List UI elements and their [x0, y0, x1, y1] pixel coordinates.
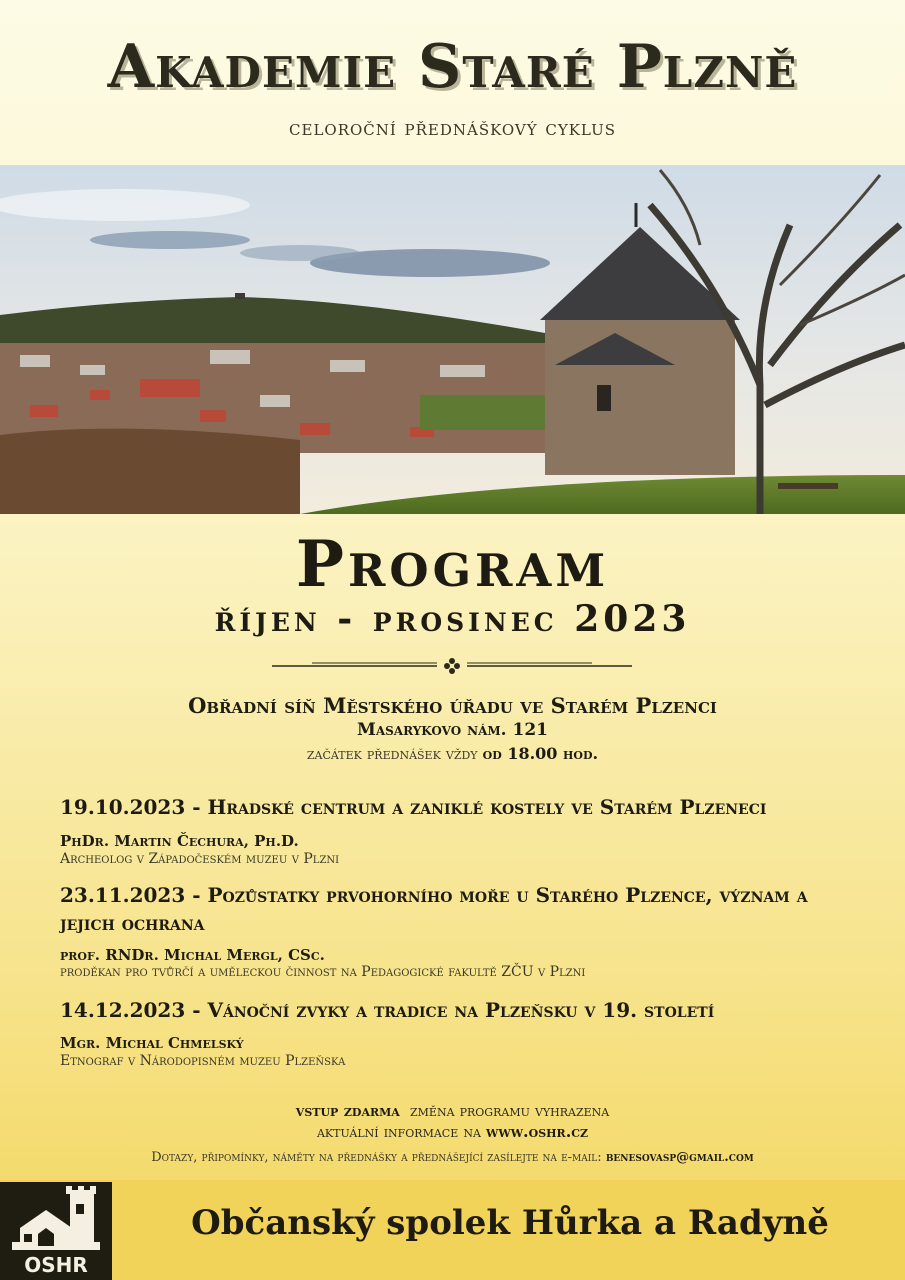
- landscape-photo: [0, 165, 905, 514]
- lecture-2-title: 23.11.2023 - Pozůstatky prvohorního moře u Starého Plzence, význam a jejich ochrana: [60, 883, 808, 935]
- lecture-2-role: proděkan pro tvůrčí a uměleckou činnost na Pedagogické fakultě ZČU v Plzni: [60, 964, 586, 980]
- lecture-3-title: 14.12.2023 - Vánoční zvyky a tradice na Plzeňsku v 19. století: [60, 998, 715, 1022]
- lecture-3-speaker: Mgr. Michal Chmelský: [60, 1034, 244, 1052]
- venue-name: Obřadní síň Městského úřadu ve Starém Plzenci: [188, 693, 717, 718]
- organization-name: Občanský spolek Hůrka a Radyně: [191, 1203, 829, 1243]
- lecture-1-role: Archeolog v Západočeském muzeu v Plzni: [60, 851, 340, 867]
- contact-note: [0, 1150, 905, 1165]
- program-change: změna programu vyhrazena: [410, 1101, 610, 1120]
- logo-text: OSHR: [24, 1253, 88, 1277]
- free-entry: vstup zdarma: [295, 1101, 400, 1120]
- info-note: [0, 1122, 905, 1141]
- lecture-1-title: 19.10.2023 - Hradské centrum a zaniklé kostely ve Starém Plzeneci: [60, 795, 767, 819]
- contact-prefix: Dotazy, připomínky, náměty na přednášky a přednášející zasílejte na e-mail:: [151, 1150, 602, 1165]
- ornament-divider: [272, 656, 632, 676]
- start-prefix: začátek přednášek vždy: [306, 744, 478, 763]
- entry-note: [0, 1101, 905, 1120]
- lecture-1-speaker: PhDr. Martin Čechura, Ph.D.: [60, 832, 299, 850]
- website-link[interactable]: www.oshr.cz: [486, 1122, 589, 1141]
- lecture-2-speaker: prof. RNDr. Michal Mergl, CSc.: [60, 946, 325, 964]
- program-heading: Program: [295, 527, 610, 602]
- venue-address: Masarykovo nám. 121: [357, 720, 548, 740]
- start-time-note: [0, 744, 905, 763]
- email-link[interactable]: benesovasp@gmail.com: [605, 1150, 754, 1165]
- oshr-logo: [0, 1182, 112, 1280]
- lecture-3-role: Etnograf v Národopisném muzeu Plzeňska: [60, 1053, 346, 1069]
- program-period: říjen - prosinec 2023: [214, 598, 691, 640]
- poster-subtitle: celoroční přednáškový cyklus: [289, 116, 616, 140]
- poster-title: Akademie Staré Plzně: [107, 32, 798, 102]
- info-prefix: aktuální informace na: [316, 1122, 481, 1141]
- start-time: od 18.00 hod.: [482, 744, 599, 763]
